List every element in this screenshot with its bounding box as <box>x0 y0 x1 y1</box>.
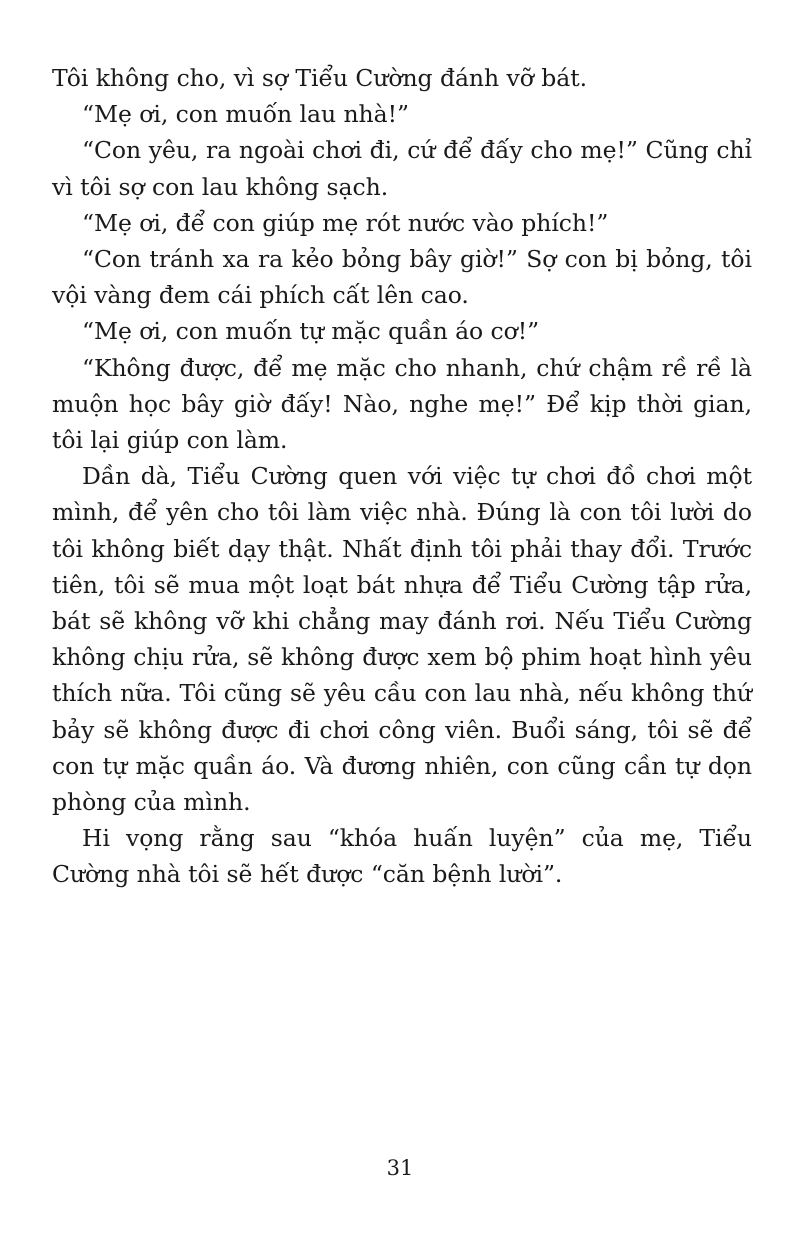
paragraph: Dần dà, Tiểu Cường quen với việc tự chơi đồ chơi một mình, để yên cho tôi làm việc nhà. Đúng là con tôi lười do tôi không biết dạy thật. Nhất định tôi phải thay đổi. Trước tiên, tôi sẽ mua một loạt bát nhựa để Tiểu Cường tập rửa, bát sẽ không vỡ khi chẳng may đánh rơi. Nếu Tiểu Cường không chịu rửa, sẽ không được xem bộ phim hoạt hình yêu thích nữa. Tôi cũng sẽ yêu cầu con lau nhà, nếu không thứ bảy sẽ không được đi chơi công viên. Buổi sáng, tôi sẽ để con tự mặc quần áo. Và đương nhiên, con cũng cần tự dọn phòng của mình. <box>52 462 752 817</box>
paragraph: “Mẹ ơi, con muốn lau nhà!” <box>82 100 409 129</box>
paragraph: “Mẹ ơi, để con giúp mẹ rót nước vào phích!” <box>82 208 609 237</box>
paragraph: Hi vọng rằng sau “khóa huấn luyện” của mẹ, Tiểu Cường nhà tôi sẽ hết được “căn bệnh lười”. <box>52 824 752 889</box>
body-text <box>52 60 752 893</box>
paragraph: “Mẹ ơi, con muốn tự mặc quần áo cơ!” <box>82 317 540 346</box>
paragraph: Tôi không cho, vì sợ Tiểu Cường đánh vỡ bát. <box>52 64 588 92</box>
page-number: 31 <box>386 1156 414 1180</box>
paragraph: “Con yêu, ra ngoài chơi đi, cứ để đấy cho mẹ!” Cũng chỉ vì tôi sợ con lau không sạch. <box>52 136 752 201</box>
paragraph: “Không được, để mẹ mặc cho nhanh, chứ chậm rề rề là muộn học bây giờ đấy! Nào, nghe mẹ!” Để kịp thời gian, tôi lại giúp con làm. <box>52 353 752 455</box>
paragraph: “Con tránh xa ra kẻo bỏng bây giờ!” Sợ con bị bỏng, tôi vội vàng đem cái phích cất lên cao. <box>52 245 752 310</box>
